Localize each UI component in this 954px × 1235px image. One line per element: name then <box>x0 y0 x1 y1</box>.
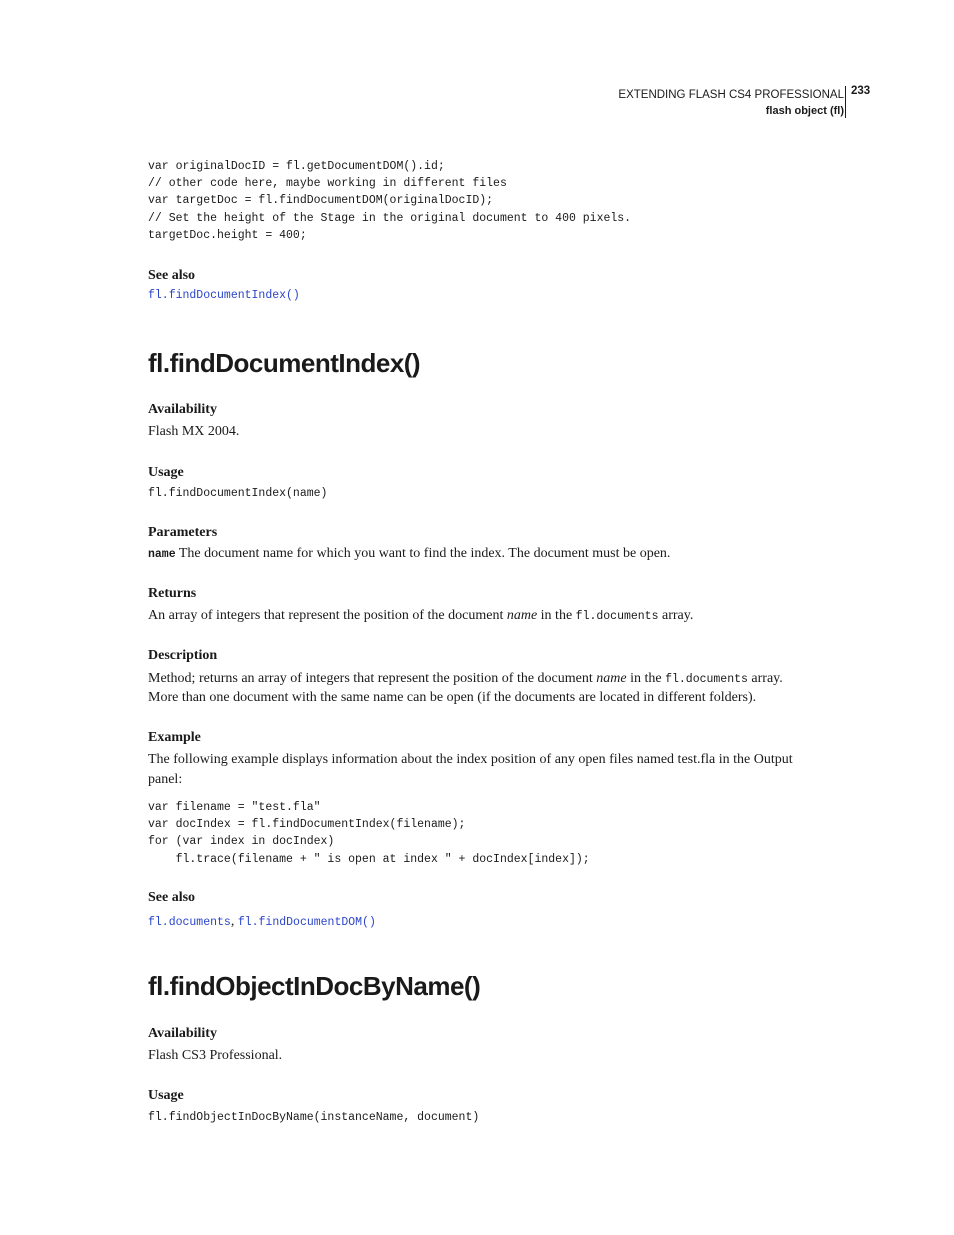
usage-heading: Usage <box>148 465 184 480</box>
text-run: array. <box>747 671 783 686</box>
example-text-line-1: The following example displays information about the index position of any open files named test.fla in the Output <box>148 752 793 767</box>
page-number: 233 <box>851 85 871 97</box>
running-header <box>618 87 844 119</box>
text-run: in the <box>626 671 666 686</box>
code-line: // Set the height of the Stage in the original document to 400 pixels. <box>148 211 632 225</box>
usage-code: fl.findObjectInDocByName(instanceName, document) <box>148 1111 480 1124</box>
inline-code: fl.documents <box>665 673 748 686</box>
see-also-link-find-document-dom[interactable]: fl.findDocumentDOM() <box>237 916 376 929</box>
availability-heading: Availability <box>148 1026 217 1041</box>
inline-code: fl.documents <box>575 610 659 623</box>
code-line: fl.trace(filename + " is open at index " + docIndex[index]); <box>148 852 590 866</box>
code-line: var filename = "test.fla" <box>148 801 321 814</box>
text-run: in the <box>537 608 576 623</box>
see-also-heading: See also <box>148 890 196 905</box>
header-divider <box>845 86 846 118</box>
text-run: array. <box>658 608 694 623</box>
example-code-block <box>148 799 590 868</box>
availability-text: Flash CS3 Professional. <box>148 1048 283 1063</box>
section-title-find-document-index: fl.findDocumentIndex() <box>148 348 421 378</box>
text-run: Method; returns an array of integers that represent the position of the document <box>148 671 597 686</box>
example-heading: Example <box>148 730 201 745</box>
header-subtitle: flash object (fl) <box>765 105 844 117</box>
param-desc: The document name for which you want to find the index. The document must be open. <box>178 546 671 561</box>
returns-heading: Returns <box>148 586 197 601</box>
header-title: EXTENDING FLASH CS4 PROFESSIONAL <box>618 89 844 101</box>
usage-code: fl.findDocumentIndex(name) <box>148 487 328 500</box>
code-line: var originalDocID = fl.getDocumentDOM().id; <box>148 160 445 173</box>
returns-text <box>148 606 693 626</box>
availability-heading: Availability <box>148 402 217 417</box>
code-line: var docIndex = fl.findDocumentIndex(filename); <box>148 818 466 832</box>
emphasis: name <box>596 671 627 686</box>
parameters-heading: Parameters <box>148 525 218 540</box>
see-also-links <box>148 912 376 931</box>
example-text-line-2: panel: <box>148 772 183 787</box>
emphasis: name <box>506 608 538 623</box>
see-also-heading: See also <box>148 268 196 283</box>
description-line-2: More than one document with the same name can be open (if the documents are located in different folders). <box>148 690 757 705</box>
code-line: var targetDoc = fl.findDocumentDOM(originalDocID); <box>148 194 494 208</box>
description-heading: Description <box>148 648 218 663</box>
link-separator: , <box>230 914 238 929</box>
top-code-block <box>148 158 631 244</box>
code-line: targetDoc.height = 400; <box>148 228 307 242</box>
availability-text: Flash MX 2004. <box>148 424 240 439</box>
param-name: name <box>148 548 176 561</box>
code-line: // other code here, maybe working in different files <box>148 177 507 191</box>
see-also-link-documents[interactable]: fl.documents <box>148 916 231 929</box>
code-line: for (var index in docIndex) <box>148 835 335 849</box>
usage-heading: Usage <box>148 1088 184 1103</box>
section-title-find-object-in-doc-by-name: fl.findObjectInDocByName() <box>148 971 481 1001</box>
description-line-1 <box>148 669 783 689</box>
text-run: An array of integers that represent the position of the document <box>148 608 507 623</box>
see-also-link-find-document-index[interactable]: fl.findDocumentIndex() <box>148 289 300 302</box>
parameter-row <box>148 544 670 564</box>
